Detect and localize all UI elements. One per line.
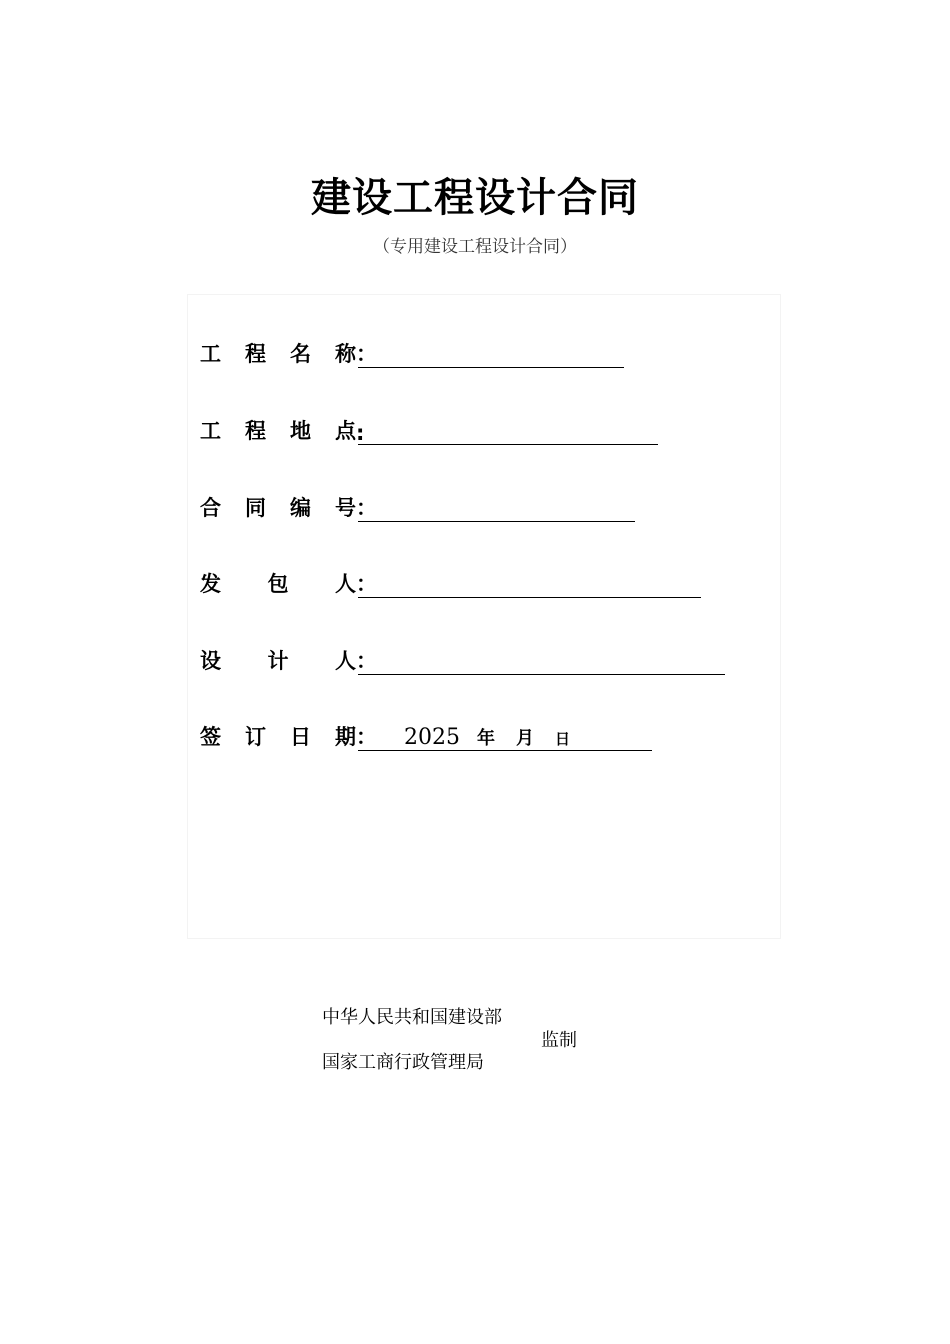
issuer-saic: 国家工商行政管理局 — [322, 1052, 484, 1073]
project-location-label: 工 程 地 点 — [200, 419, 356, 443]
designer-blank[interactable] — [358, 648, 725, 675]
project-location-blank[interactable] — [358, 418, 658, 445]
designer-label: 设 计 人 — [200, 649, 356, 673]
document-title: 建设工程设计合同 — [311, 175, 639, 221]
project-name-field: 工 程 名 称 ： — [200, 338, 624, 368]
document-subtitle: （专用建设工程设计合同） — [373, 237, 577, 257]
client-blank[interactable] — [358, 571, 701, 598]
signing-date-blank[interactable] — [358, 724, 652, 751]
date-month-unit: 月 — [516, 728, 534, 749]
date-year: 2025 — [404, 725, 460, 750]
cover-form-frame — [187, 294, 781, 939]
contract-number-field: 合 同 编 号 ： — [200, 492, 635, 522]
client-field: 发 包 人 ： — [200, 568, 701, 598]
project-name-label: 工 程 名 称 — [200, 342, 356, 366]
contract-number-blank[interactable] — [358, 495, 635, 522]
issuer-ministry-of-construction: 中华人民共和国建设部 — [322, 1007, 502, 1028]
signing-date-label: 签 订 日 期 — [200, 725, 356, 749]
signing-date-field: 签 订 日 期 ： 2025 年 月 日 — [200, 721, 652, 751]
supervise-label: 监制 — [541, 1030, 577, 1051]
client-label: 发 包 人 — [200, 572, 356, 596]
date-year-unit: 年 — [477, 728, 495, 749]
project-location-field: 工 程 地 点 : — [200, 415, 658, 445]
designer-field: 设 计 人 ： — [200, 645, 725, 675]
contract-number-label: 合 同 编 号 — [200, 496, 356, 520]
project-name-blank[interactable] — [358, 341, 624, 368]
date-day-unit: 日 — [555, 730, 571, 748]
